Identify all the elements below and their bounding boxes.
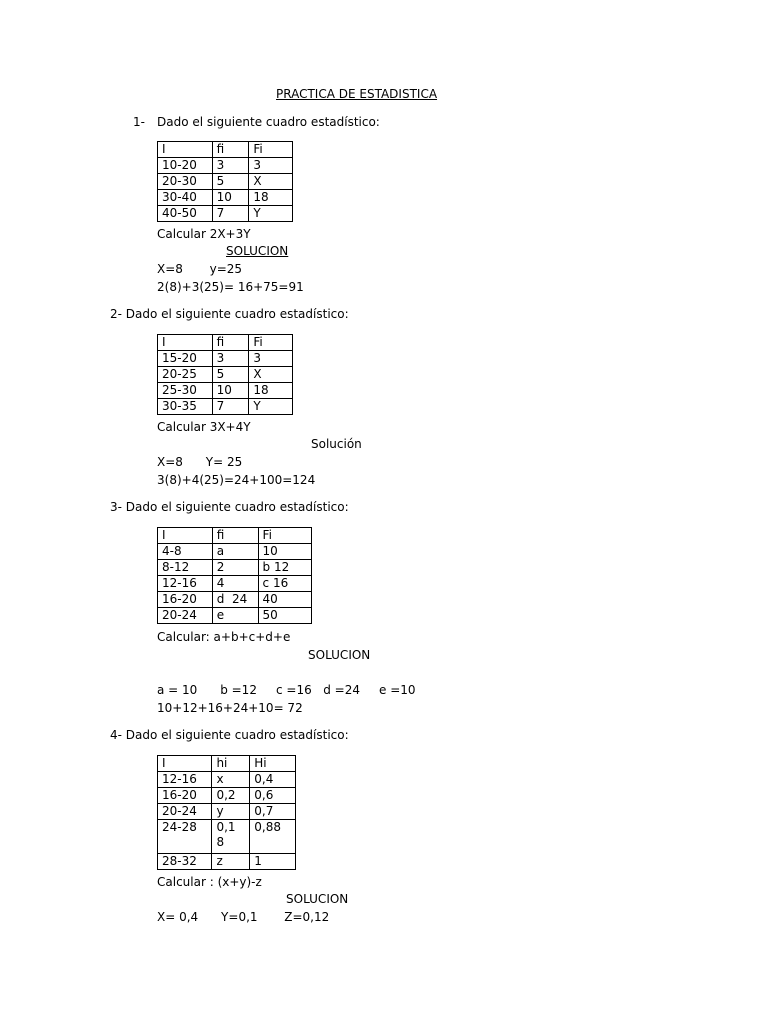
q1-solution-label: SOLUCION bbox=[226, 244, 289, 258]
q2-solution-line2: 3(8)+4(25)=24+100=124 bbox=[157, 473, 316, 487]
table-cell: e bbox=[212, 608, 258, 624]
table-cell: 8-12 bbox=[158, 560, 213, 576]
q3-solution-label: SOLUCION bbox=[308, 648, 371, 662]
table-row bbox=[158, 772, 296, 788]
q2-prompt: 2- Dado el siguiente cuadro estadístico: bbox=[110, 307, 349, 321]
table-row bbox=[158, 854, 296, 870]
table-cell: 16-20 bbox=[158, 788, 212, 804]
table-header: I bbox=[158, 335, 213, 351]
table-cell: Y bbox=[249, 206, 293, 222]
table-cell-text: 0,1 8 bbox=[216, 820, 236, 849]
q1-prompt: Dado el siguiente cuadro estadístico: bbox=[157, 115, 380, 129]
q4-table bbox=[157, 755, 296, 870]
q3-table bbox=[157, 527, 312, 624]
q3-prompt: 3- Dado el siguiente cuadro estadístico: bbox=[110, 500, 349, 514]
table-cell: 0,88 bbox=[250, 820, 296, 854]
table-row bbox=[158, 190, 293, 206]
q4-calc: Calcular : (x+y)-z bbox=[157, 875, 262, 889]
q3-solution-line1: a = 10 b =12 c =16 d =24 e =10 bbox=[157, 683, 416, 697]
table-cell: 20-24 bbox=[158, 608, 213, 624]
table-cell: 7 bbox=[212, 206, 249, 222]
table-cell: 2 bbox=[212, 560, 258, 576]
table-cell: 18 bbox=[249, 190, 293, 206]
table-cell: 12-16 bbox=[158, 772, 212, 788]
table-cell bbox=[212, 820, 250, 854]
table-cell: 18 bbox=[249, 383, 293, 399]
table-cell: 3 bbox=[212, 158, 249, 174]
table-header: Fi bbox=[249, 335, 293, 351]
table-cell: Y bbox=[249, 399, 293, 415]
table-cell: 5 bbox=[212, 174, 249, 190]
q2-calc: Calcular 3X+4Y bbox=[157, 420, 251, 434]
table-cell: 3 bbox=[212, 351, 249, 367]
q1-solution-line1: X=8 y=25 bbox=[157, 262, 243, 276]
q3-calc: Calcular: a+b+c+d+e bbox=[157, 630, 291, 644]
table-cell: 20-25 bbox=[158, 367, 213, 383]
table-row bbox=[158, 367, 293, 383]
q4-solution-label: SOLUCION bbox=[286, 892, 349, 906]
table-cell: 0,2 bbox=[212, 788, 250, 804]
table-header-row bbox=[158, 528, 312, 544]
table-cell: 20-24 bbox=[158, 804, 212, 820]
table-cell: 12-16 bbox=[158, 576, 213, 592]
table-cell: c 16 bbox=[258, 576, 311, 592]
table-header-row bbox=[158, 142, 293, 158]
table-cell: 25-30 bbox=[158, 383, 213, 399]
table-header: hi bbox=[212, 756, 250, 772]
table-row bbox=[158, 544, 312, 560]
table-header-row bbox=[158, 335, 293, 351]
q1-solution-line2: 2(8)+3(25)= 16+75=91 bbox=[157, 280, 304, 294]
table-cell: z bbox=[212, 854, 250, 870]
table-cell: 7 bbox=[212, 399, 249, 415]
q2-table bbox=[157, 334, 293, 415]
table-cell: y bbox=[212, 804, 250, 820]
table-row bbox=[158, 383, 293, 399]
table-cell: 5 bbox=[212, 367, 249, 383]
table-row bbox=[158, 206, 293, 222]
table-cell: 10 bbox=[258, 544, 311, 560]
table-cell: 1 bbox=[250, 854, 296, 870]
q4-prompt: 4- Dado el siguiente cuadro estadístico: bbox=[110, 728, 349, 742]
q1-calc: Calcular 2X+3Y bbox=[157, 227, 251, 241]
table-header: Hi bbox=[250, 756, 296, 772]
table-cell: 4-8 bbox=[158, 544, 213, 560]
table-header-row bbox=[158, 756, 296, 772]
table-cell: 15-20 bbox=[158, 351, 213, 367]
table-header: I bbox=[158, 528, 213, 544]
table-row bbox=[158, 592, 312, 608]
table-row bbox=[158, 158, 293, 174]
table-cell: a bbox=[212, 544, 258, 560]
table-cell: 30-35 bbox=[158, 399, 213, 415]
q4-solution-line1: X= 0,4 Y=0,1 Z=0,12 bbox=[157, 910, 330, 924]
q1-table bbox=[157, 141, 293, 222]
table-cell: 4 bbox=[212, 576, 258, 592]
table-header: I bbox=[158, 756, 212, 772]
table-cell: X bbox=[249, 174, 293, 190]
q1-number: 1- bbox=[133, 115, 145, 129]
table-row bbox=[158, 576, 312, 592]
table-row bbox=[158, 820, 296, 854]
table-header: fi bbox=[212, 528, 258, 544]
table-header: fi bbox=[212, 335, 249, 351]
table-row bbox=[158, 399, 293, 415]
table-cell: 10-20 bbox=[158, 158, 213, 174]
table-cell: 24-28 bbox=[158, 820, 212, 854]
q2-solution-line1: X=8 Y= 25 bbox=[157, 455, 243, 469]
table-cell: 0,7 bbox=[250, 804, 296, 820]
table-cell: 16-20 bbox=[158, 592, 213, 608]
table-row bbox=[158, 804, 296, 820]
table-cell: 40 bbox=[258, 592, 311, 608]
table-cell: 10 bbox=[212, 383, 249, 399]
table-header: I bbox=[158, 142, 213, 158]
table-row bbox=[158, 788, 296, 804]
table-cell: b 12 bbox=[258, 560, 311, 576]
table-cell: 0,6 bbox=[250, 788, 296, 804]
table-cell: 28-32 bbox=[158, 854, 212, 870]
table-header: Fi bbox=[258, 528, 311, 544]
table-row bbox=[158, 560, 312, 576]
q3-solution-line2: 10+12+16+24+10= 72 bbox=[157, 701, 303, 715]
table-cell: 20-30 bbox=[158, 174, 213, 190]
table-cell: 40-50 bbox=[158, 206, 213, 222]
table-header: fi bbox=[212, 142, 249, 158]
page-title: PRACTICA DE ESTADISTICA bbox=[276, 87, 438, 101]
table-cell: 50 bbox=[258, 608, 311, 624]
table-cell: 3 bbox=[249, 158, 293, 174]
table-row bbox=[158, 608, 312, 624]
table-header: Fi bbox=[249, 142, 293, 158]
q2-solution-label: Solución bbox=[311, 437, 362, 451]
table-cell: 10 bbox=[212, 190, 249, 206]
table-row bbox=[158, 351, 293, 367]
table-cell: x bbox=[212, 772, 250, 788]
table-row bbox=[158, 174, 293, 190]
table-cell: 3 bbox=[249, 351, 293, 367]
table-cell: X bbox=[249, 367, 293, 383]
table-cell: d 24 bbox=[212, 592, 258, 608]
table-cell: 0,4 bbox=[250, 772, 296, 788]
table-cell: 30-40 bbox=[158, 190, 213, 206]
